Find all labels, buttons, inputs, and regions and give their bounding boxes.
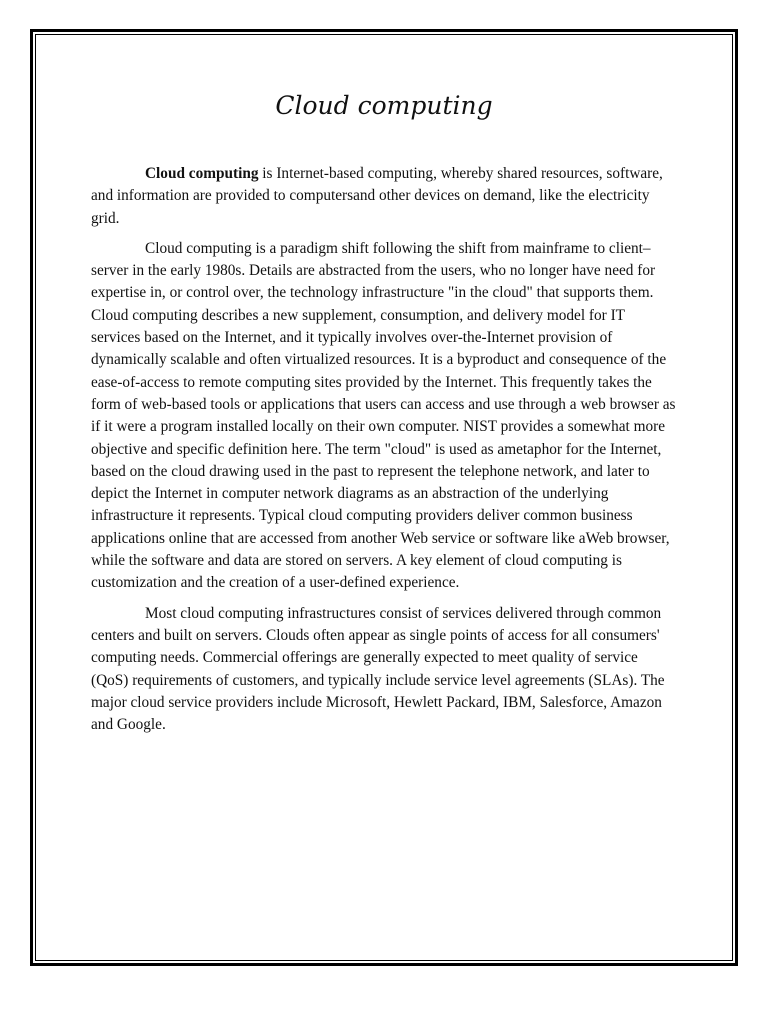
paragraph-intro xyxy=(91,163,676,230)
paragraph-paradigm-shift xyxy=(91,238,676,595)
paragraph-text: Cloud computing is a paradigm shift following the shift from mainframe to client–server in the early 1980s. Details are abstracted from the users, who no longer have need for expertise in, or control over, the technology infrastructure "in the cloud" that supports them. Cloud computing describes a new supplement, consumption, and delivery model for IT services based on the Internet, and it typically involves over-the-Internet provision of dynamically scalable and often virtualized resources. It is a byproduct and consequence of the ease-of-access to remote computing sites provided by the Internet. This frequently takes the form of web-based tools or applications that users can access and use through a web browser as if it were a program installed locally on their own computer. NIST provides a somewhat more objective and specific definition here. The term "cloud" is used as ametaphor for the Internet, based on the cloud drawing used in the past to represent the telephone network, and later to depict the Internet in computer network diagrams as an abstraction of the underlying infrastructure it represents. Typical cloud computing providers deliver common business applications online that are accessed from another Web service or software like aWeb browser, while the software and data are stored on servers. A key element of cloud computing is customization and the creation of a user-defined experience. xyxy=(91,239,676,592)
paragraph-infrastructure xyxy=(91,603,676,737)
paragraph-text: Most cloud computing infrastructures consist of services delivered through common centers and built on servers. Clouds often appear as single points of access for all consumers' computing needs. Commercial offerings are generally expected to meet quality of service (QoS) requirements of customers, and typically include service level agreements (SLAs). The major cloud service providers include Microsoft, Hewlett Packard, IBM, Salesforce, Amazon and Google. xyxy=(91,604,665,734)
document-body xyxy=(91,163,676,744)
document-title: Cloud computing xyxy=(275,91,493,120)
paragraph-text: is Internet-based computing, whereby shared resources, software, and information are provided to computersand other devices on demand, like the electricity grid. xyxy=(91,165,663,227)
paragraph-lead-term: Cloud computing xyxy=(145,165,259,182)
